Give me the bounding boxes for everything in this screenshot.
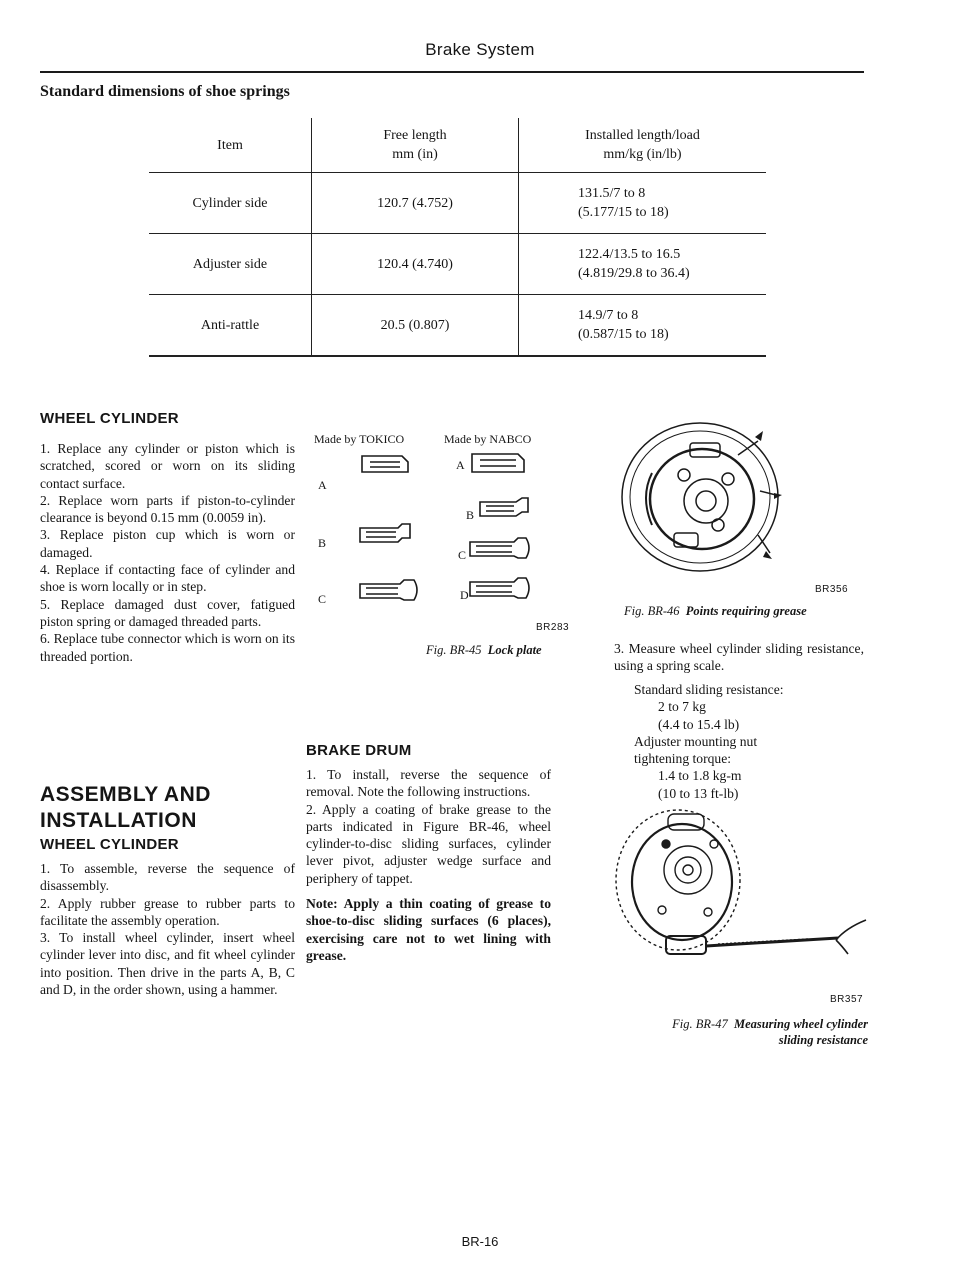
spec-value: 1.4 to 1.8 kg-m	[658, 768, 742, 784]
spec-value: 2 to 7 kg	[658, 699, 706, 715]
shoe-spring-spec-table	[149, 118, 766, 357]
fig46-code: BR356	[815, 584, 849, 595]
assembly-heading	[40, 782, 211, 834]
lock-plate-tokico-c	[360, 580, 417, 600]
list-item: 1. To install, reverse the sequence of removal. Note the following instructions.	[306, 767, 551, 800]
fig45-label: C	[458, 548, 467, 562]
list-item: 2. Replace worn parts if piston-to-cylinder clearance is beyond 0.15 mm (0.0059 in).	[40, 492, 295, 526]
page-number: BR-16	[461, 1234, 499, 1249]
brake-drum-note: Note: Apply a thin coating of grease to shoe-to-disc sliding surfaces (6 places), exercising care not to wet lining with grease.	[306, 896, 551, 963]
lock-plate-nabco-b	[480, 498, 528, 516]
page-header-title: Brake System	[425, 40, 535, 59]
fig46-drum-illustration	[610, 415, 800, 585]
list-item: 2. Apply a coating of brake grease to the parts indicated in Figure BR-46, wheel cylinder-to-disc sliding surfaces, cylinder lever pivot, adjuster wedge surface and periphery of tappet.	[306, 801, 551, 886]
spec-table-title: Standard dimensions of shoe springs	[40, 83, 290, 100]
fig47-caption-text: sliding resistance	[778, 1033, 868, 1047]
fig45-right-title: Made by NABCO	[444, 432, 532, 446]
table-row	[149, 173, 766, 234]
header-rule	[40, 71, 864, 73]
spec-value: (4.4 to 15.4 lb)	[658, 716, 740, 732]
fig45-caption-text: Lock plate	[487, 643, 542, 657]
table-cell: Adjuster side	[149, 234, 312, 295]
spec-label: Standard sliding resistance:	[634, 682, 784, 697]
table-header-cell: Free length mm (in)	[312, 118, 519, 173]
fig45-label: D	[460, 588, 469, 602]
list-item: 3. Measure wheel cylinder sliding resistance, using a spring scale.	[614, 641, 864, 674]
sliding-step	[614, 640, 864, 675]
fig45-left-title: Made by TOKICO	[314, 432, 405, 446]
list-item: 1. To assemble, reverse the sequence of disassembly.	[40, 861, 295, 894]
fig45-label: B	[466, 508, 475, 522]
lock-plate-tokico-b	[360, 524, 410, 542]
fig47-code: BR357	[830, 994, 864, 1005]
fig45-label: B	[318, 536, 327, 550]
brake-drum-heading: BRAKE DRUM	[306, 742, 412, 759]
list-item: 1. Replace any cylinder or piston which is scratched, scored or worn on its sliding contact surface.	[40, 441, 295, 491]
wheel-cylinder-heading: WHEEL CYLINDER	[40, 410, 179, 427]
assembly-heading-line: INSTALLATION	[40, 809, 197, 832]
spec-label: tightening torque:	[634, 751, 732, 767]
table-cell: Anti-rattle	[149, 295, 312, 357]
list-item: 3. Replace piston cup which is worn or damaged.	[40, 527, 295, 560]
assembly-heading-line: ASSEMBLY AND	[40, 783, 211, 806]
lock-plate-nabco-c	[470, 538, 529, 558]
sliding-spec	[634, 681, 784, 802]
list-item: 6. Replace tube connector which is worn on its threaded portion.	[40, 631, 295, 664]
spec-value: (10 to 13 ft-lb)	[658, 785, 739, 801]
list-item: 3. To install wheel cylinder, insert wheel cylinder lever into disc, and fit wheel cylinder into position. Then drive in the parts A, B, C and D, in the order shown, using a hammer.	[40, 930, 295, 998]
table-cell: 20.5 (0.807)	[312, 295, 519, 357]
lock-plate-tokico-a	[362, 456, 408, 472]
table-cell: 120.4 (4.740)	[312, 234, 519, 295]
fig46-caption-text: Points requiring grease	[685, 604, 807, 618]
brake-drum-steps	[306, 766, 551, 964]
table-cell: 120.7 (4.752)	[312, 173, 519, 234]
table-cell: Cylinder side	[149, 173, 312, 234]
table-header-cell: Installed length/load mm/kg (in/lb)	[519, 118, 767, 173]
fig46-caption	[624, 604, 807, 619]
table-header-cell: Item	[149, 118, 312, 173]
table-cell: 122.4/13.5 to 16.5 (4.819/29.8 to 36.4)	[519, 234, 767, 295]
fig45-label: A	[456, 458, 465, 472]
fig45-label: A	[318, 478, 327, 492]
fig47-caption-text: Measuring wheel cylinder	[733, 1017, 868, 1031]
lock-plate-nabco-d	[470, 578, 529, 598]
table-row	[149, 295, 766, 357]
list-item: 4. Replace if contacting face of cylinder and shoe is worn locally or in step.	[40, 562, 295, 595]
fig45-caption-number: Fig. BR-45	[426, 643, 482, 657]
assembly-steps	[40, 860, 295, 998]
fig45-caption	[426, 643, 542, 658]
fig47-measuring-illustration	[608, 800, 878, 985]
list-item: 5. Replace damaged dust cover, fatigued piston spring or damaged threaded parts.	[40, 596, 295, 629]
spec-label: Adjuster mounting nut	[634, 733, 758, 749]
table-header-row	[149, 118, 766, 173]
list-item: 2. Apply rubber grease to rubber parts to facilitate the assembly operation.	[40, 895, 295, 928]
fig45-label: C	[318, 592, 327, 606]
fig46-caption-number: Fig. BR-46	[624, 604, 680, 618]
lock-plate-nabco-a	[472, 454, 524, 472]
wheel-cylinder-steps	[40, 440, 295, 665]
assembly-sub-heading: WHEEL CYLINDER	[40, 836, 179, 853]
fig45-lock-plate-illustration	[300, 440, 590, 640]
table-row	[149, 234, 766, 295]
fig47-caption-number: Fig. BR-47	[672, 1017, 728, 1031]
table-cell: 14.9/7 to 8 (0.587/15 to 18)	[519, 295, 767, 357]
fig47-caption	[624, 1016, 868, 1048]
fig45-code: BR283	[536, 622, 570, 633]
table-cell: 131.5/7 to 8 (5.177/15 to 18)	[578, 186, 669, 220]
